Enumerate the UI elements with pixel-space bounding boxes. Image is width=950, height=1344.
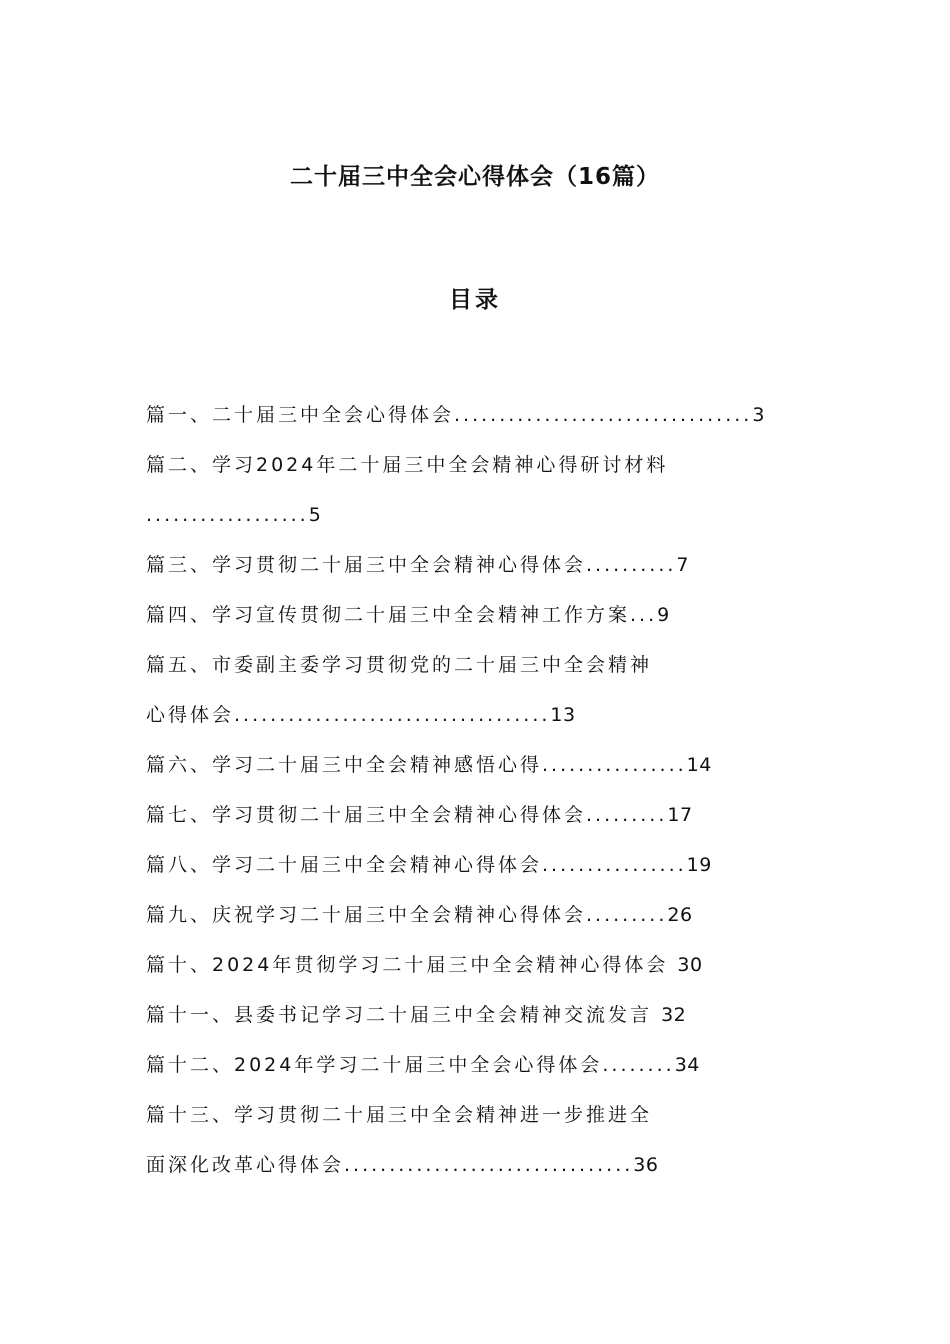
toc-dot-leader: ................ xyxy=(542,854,687,876)
toc-entry-title: 篇四、学习宣传贯彻二十届三中全会精神工作方案 xyxy=(146,604,631,626)
toc-dot-leader: ................................ xyxy=(344,1154,634,1176)
toc-entry-title: 篇八、学习二十届三中全会精神心得体会 xyxy=(146,854,543,876)
toc-entry-line[interactable] xyxy=(146,1148,706,1198)
toc-entry-title: 篇七、学习贯彻二十届三中全会精神心得体会 xyxy=(146,804,587,826)
toc-dot-leader: ................................. xyxy=(454,404,753,426)
toc-entry-line[interactable] xyxy=(146,498,706,548)
toc-page-number: 3 xyxy=(752,404,765,426)
toc-entry-line[interactable] xyxy=(146,548,706,598)
toc-dot-leader: ......... xyxy=(586,904,668,926)
table-of-contents xyxy=(146,398,765,1198)
toc-entry-title: 篇九、庆祝学习二十届三中全会精神心得体会 xyxy=(146,904,587,926)
toc-entry-line[interactable] xyxy=(146,698,706,748)
toc-entry-line[interactable] xyxy=(146,1048,706,1098)
toc-page-number: 34 xyxy=(674,1054,700,1076)
toc-dot-leader: ................ xyxy=(542,754,687,776)
toc-page-number: 26 xyxy=(667,904,693,926)
toc-dot-leader xyxy=(652,1004,661,1026)
toc-entry-title: 篇一、二十届三中全会心得体会 xyxy=(146,404,455,426)
toc-entry-line[interactable] xyxy=(146,848,712,898)
toc-entry-title: 篇十三、学习贯彻二十届三中全会精神进一步推进全 xyxy=(146,1104,653,1126)
toc-entry-title: 篇三、学习贯彻二十届三中全会精神心得体会 xyxy=(146,554,587,576)
toc-dot-leader: ......... xyxy=(586,804,668,826)
toc-dot-leader: ... xyxy=(630,604,658,626)
toc-entry-line[interactable] xyxy=(146,1098,706,1148)
toc-entry-line[interactable] xyxy=(146,398,765,448)
toc-page-number: 32 xyxy=(661,1004,687,1026)
toc-entry-line[interactable] xyxy=(146,948,706,998)
toc-entry-title: 面深化改革心得体会 xyxy=(146,1154,345,1176)
toc-page-number: 9 xyxy=(657,604,670,626)
toc-entry-title: 篇二、学习2024年二十届三中全会精神心得研讨材料 xyxy=(146,454,669,476)
toc-entry-title: 篇十、2024年贯彻学习二十届三中全会精神心得体会 xyxy=(146,954,669,976)
toc-entry-title: 篇十二、2024年学习二十届三中全会心得体会 xyxy=(146,1054,603,1076)
toc-entry-title: 篇五、市委副主委学习贯彻党的二十届三中全会精神 xyxy=(146,654,653,676)
toc-entry-line[interactable] xyxy=(146,648,706,698)
toc-entry-line[interactable] xyxy=(146,448,706,498)
toc-page-number: 30 xyxy=(677,954,703,976)
toc-entry-title: 篇六、学习二十届三中全会精神感悟心得 xyxy=(146,754,543,776)
toc-entry-title: 篇十一、县委书记学习二十届三中全会精神交流发言 xyxy=(146,1004,653,1026)
toc-entry-line[interactable] xyxy=(146,598,706,648)
toc-page-number: 36 xyxy=(633,1154,659,1176)
toc-entry-line[interactable] xyxy=(146,998,706,1048)
toc-page-number: 17 xyxy=(667,804,693,826)
toc-entry-line[interactable] xyxy=(146,798,706,848)
toc-page-number: 13 xyxy=(550,704,576,726)
toc-page-number: 7 xyxy=(676,554,690,576)
toc-page-number: 14 xyxy=(686,754,712,776)
toc-dot-leader: .................. xyxy=(146,504,309,526)
toc-dot-leader: ........ xyxy=(602,1054,675,1076)
toc-page-number: 19 xyxy=(686,854,712,876)
document-title: 二十届三中全会心得体会（16篇） xyxy=(289,164,660,190)
toc-dot-leader: .......... xyxy=(586,554,677,576)
toc-entry-title: 心得体会 xyxy=(146,704,235,726)
toc-page-number: 5 xyxy=(308,504,322,526)
toc-dot-leader: ................................... xyxy=(234,704,551,726)
toc-entry-line[interactable] xyxy=(146,898,706,948)
toc-heading: 目录 xyxy=(449,287,501,313)
toc-entry-line[interactable] xyxy=(146,748,712,798)
